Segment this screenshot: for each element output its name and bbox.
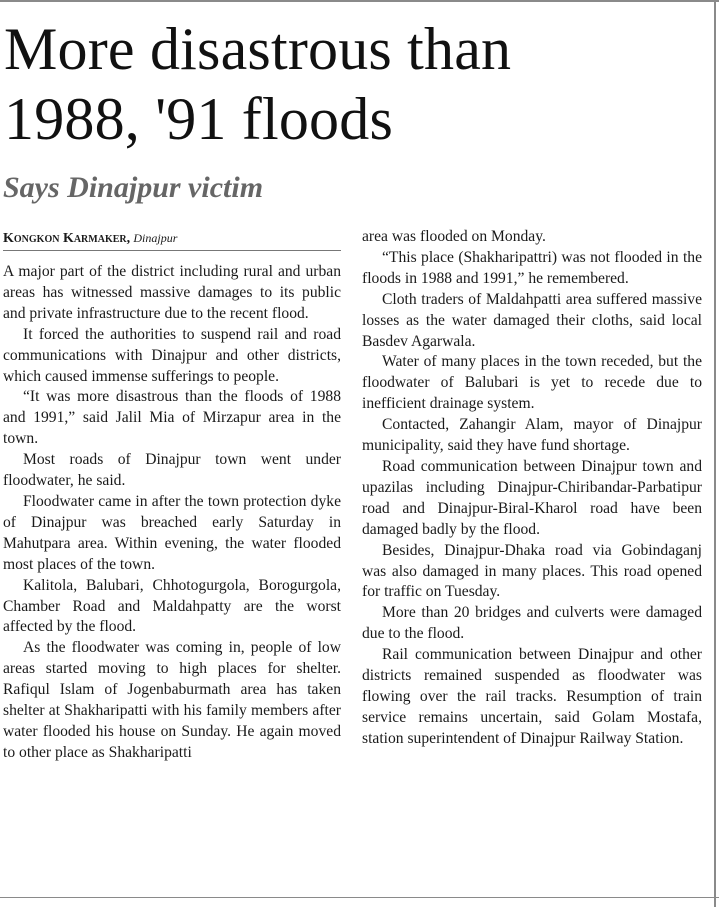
- paragraph-continued: area was flooded on Monday.: [362, 228, 546, 245]
- paragraph: As the floodwater was coming in, people of low areas started moving to high places for shelter. Rafiqul Islam of Jogenbaburmath area has taken shelter at Shakharipatti with his family members after water flooded his house on Sunday. He again moved to other place as Shakharipatti: [3, 639, 341, 761]
- left-column: [3, 262, 341, 764]
- paragraph: Rail communication between Dinajpur and other districts remained suspended as floodwater was flowing over the rail tracks. Resumption of train service remains uncertain, said Golam Mostafa, station superintendent of Dinajpur Railway Station.: [362, 646, 702, 747]
- byline-divider: [3, 250, 341, 251]
- paragraph: It forced the authorities to suspend rail and road communications with Dinajpur and other districts, which caused immense sufferings to people.: [3, 325, 341, 385]
- page-border-right: [714, 0, 716, 907]
- paragraph: More than 20 bridges and culverts were damaged due to the flood.: [362, 604, 702, 643]
- paragraph: Floodwater came in after the town protection dyke of Dinajpur was breached early Saturday in Mahutpara area. Within evening, the water flooded most places of the town.: [3, 492, 341, 573]
- paragraph: Road communication between Dinajpur town and upazilas including Dinajpur-Chiribandar-Parbatipur road and Dinajpur-Biral-Kharol road have been damaged badly by the flood.: [362, 457, 702, 538]
- paragraph: Cloth traders of Maldahpatti area suffered massive losses as the water damaged their cloths, said local Basdev Agarwala.: [362, 290, 702, 350]
- paragraph: A major part of the district including rural and urban areas has witnessed massive damages to its public and private infrastructure due to the recent flood.: [3, 263, 341, 322]
- right-column: [362, 227, 702, 750]
- headline-line-1: More disastrous than: [4, 16, 512, 82]
- paragraph: “This place (Shakharipattri) was not flooded in the floods in 1988 and 1991,” he remembered.: [362, 248, 702, 287]
- paragraph: Kalitola, Balubari, Chhotogurgola, Borogurgola, Chamber Road and Maldahpatty are the worst affected by the flood.: [3, 576, 341, 636]
- page-border-bottom: [0, 897, 719, 898]
- subheadline: Says Dinajpur victim: [3, 171, 264, 204]
- page-border-top: [0, 0, 719, 2]
- headline-line-2: 1988, '91 floods: [4, 86, 394, 152]
- byline-author: Kongkon Karmaker,: [3, 231, 131, 246]
- headline: [4, 14, 704, 154]
- paragraph: Most roads of Dinajpur town went under floodwater, he said.: [3, 451, 341, 490]
- paragraph: Besides, Dinajpur-Dhaka road via Gobindaganj was also damaged in many places. This road opened for traffic on Tuesday.: [362, 541, 702, 601]
- byline: [3, 229, 339, 248]
- paragraph: “It was more disastrous than the floods of 1988 and 1991,” said Jalil Mia of Mirzapur area in the town.: [3, 388, 341, 448]
- paragraph: Water of many places in the town receded, but the floodwater of Balubari is yet to recede due to inefficient drainage system.: [362, 353, 702, 413]
- byline-location: Dinajpur: [133, 231, 178, 245]
- paragraph: Contacted, Zahangir Alam, mayor of Dinajpur municipality, said they have fund shortage.: [362, 416, 702, 455]
